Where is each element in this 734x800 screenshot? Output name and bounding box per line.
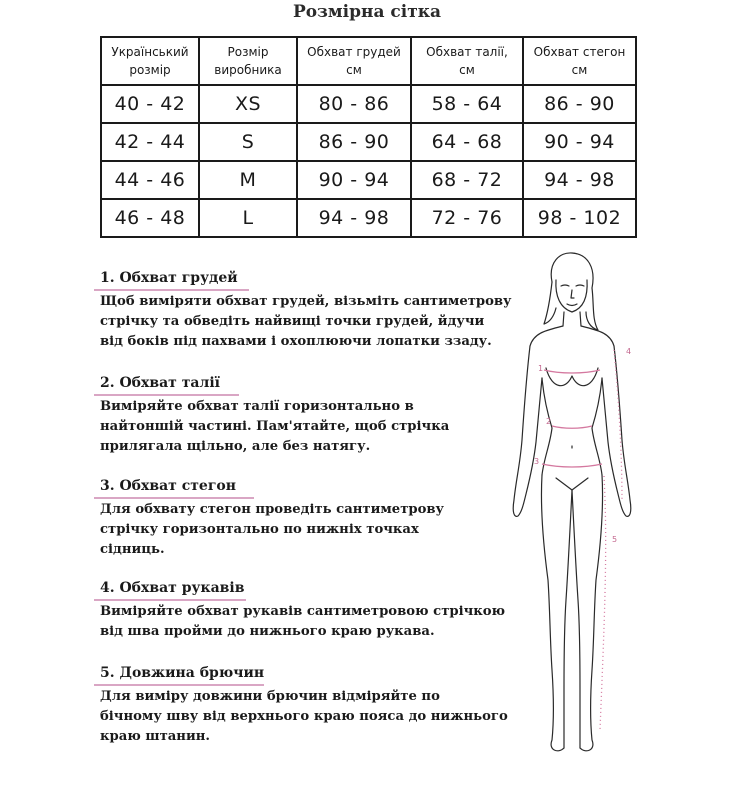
- table-cell: S: [199, 123, 297, 161]
- eye-right: [576, 285, 584, 286]
- text-line: Виміряйте обхват талії горизонтально в: [100, 399, 414, 414]
- section-text: [100, 292, 530, 352]
- heading-underline: [94, 684, 264, 686]
- leg-right-inner: [572, 490, 580, 748]
- table-cell: 46 - 48: [101, 199, 199, 237]
- torso-right: [592, 378, 602, 475]
- marker-5: 5: [612, 535, 618, 544]
- heading-underline: [94, 394, 239, 396]
- text-line: прилягала щільно, але без натягу.: [100, 439, 371, 454]
- table-cell: 42 - 44: [101, 123, 199, 161]
- waist-measure-line: [552, 426, 592, 428]
- chest-measure-line: [544, 370, 600, 373]
- text-line: краю штанин.: [100, 729, 210, 744]
- hips-measure-line: [542, 464, 602, 467]
- table-cell: 80 - 86: [297, 85, 411, 123]
- table-cell: 64 - 68: [411, 123, 523, 161]
- section-chest: [100, 267, 530, 352]
- table-cell: 40 - 42: [101, 85, 199, 123]
- header-line: см: [571, 63, 588, 77]
- section-waist: [100, 372, 530, 457]
- table-cell: 58 - 64: [411, 85, 523, 123]
- section-trouser-length: [100, 662, 530, 747]
- text-line: від боків під пахвами і охоплюючи лопатки ззаду.: [100, 334, 492, 349]
- crotch: [556, 478, 588, 490]
- section-text: [100, 397, 530, 457]
- mouth: [567, 304, 577, 306]
- text-line: найтоншій частині. Пам'ятайте, щоб стрічка: [100, 419, 450, 434]
- table-cell: L: [199, 199, 297, 237]
- section-text: [100, 500, 530, 560]
- section-heading: 1. Обхват грудей: [100, 270, 238, 286]
- heading-underline: [94, 497, 254, 499]
- eye-left: [561, 285, 569, 286]
- marker-1: 1: [538, 364, 544, 373]
- header-line: см: [346, 63, 362, 77]
- body-measurement-figure: [500, 250, 640, 760]
- header-manufacturer-size: [199, 37, 297, 85]
- shoulder-left: [530, 326, 563, 346]
- marker-4: 4: [626, 347, 632, 356]
- neck: [563, 312, 581, 326]
- heading-underline: [94, 599, 246, 601]
- section-text: [100, 687, 530, 747]
- text-line: Для обхвату стегон проведіть сантиметрову: [100, 502, 444, 517]
- leg-right-outer: [580, 475, 603, 751]
- hair-outline: [551, 253, 598, 330]
- table-cell: 98 - 102: [523, 199, 636, 237]
- section-heading: 2. Обхват талії: [100, 375, 220, 391]
- header-chest: [297, 37, 411, 85]
- text-line: бічному шву від верхнього краю пояса до нижнього: [100, 709, 508, 724]
- text-line: стрічку горизонтально по нижніх точках: [100, 522, 419, 537]
- table-row: [101, 161, 636, 199]
- leg-left-outer: [541, 475, 564, 751]
- torso-left: [542, 378, 552, 475]
- text-line: сідниць.: [100, 542, 165, 557]
- section-sleeves: [100, 577, 530, 642]
- heading-underline: [94, 289, 249, 291]
- table-cell: 86 - 90: [523, 85, 636, 123]
- table-cell: 90 - 94: [297, 161, 411, 199]
- arm-right: [602, 346, 631, 516]
- table-cell: 94 - 98: [297, 199, 411, 237]
- header-line: Український: [111, 45, 189, 59]
- table-cell: XS: [199, 85, 297, 123]
- section-hips: [100, 475, 530, 560]
- table-header-row: [101, 37, 636, 85]
- header-line: Обхват талії,: [426, 45, 508, 59]
- header-line: Розмір: [227, 45, 269, 59]
- section-text: [100, 602, 530, 642]
- header-hips: [523, 37, 636, 85]
- header-line: розмір: [129, 63, 171, 77]
- text-line: Виміряйте обхват рукавів сантиметровою стрічкою: [100, 604, 506, 619]
- nose: [571, 290, 574, 298]
- table-cell: 72 - 76: [411, 199, 523, 237]
- section-heading: 4. Обхват рукавів: [100, 580, 245, 596]
- table-cell: 94 - 98: [523, 161, 636, 199]
- section-heading: 3. Обхват стегон: [100, 478, 236, 494]
- leg-left-inner: [564, 490, 572, 748]
- table-row: [101, 199, 636, 237]
- table-cell: 44 - 46: [101, 161, 199, 199]
- table-cell: 90 - 94: [523, 123, 636, 161]
- header-line: см: [459, 63, 475, 77]
- page-title: Розмірна сітка: [292, 2, 442, 22]
- table-cell: M: [199, 161, 297, 199]
- text-line: від шва пройми до нижнього краю рукава.: [100, 624, 435, 639]
- text-line: Щоб виміряти обхват грудей, візьміть сантиметрову: [100, 294, 512, 309]
- table-cell: 86 - 90: [297, 123, 411, 161]
- text-line: стрічку та обведіть найвищі точки грудей, йдучи: [100, 314, 485, 329]
- header-line: виробника: [214, 63, 282, 77]
- header-ukrainian-size: [101, 37, 199, 85]
- table-row: [101, 123, 636, 161]
- bust: [546, 368, 598, 386]
- header-waist: [411, 37, 523, 85]
- table-row: [101, 85, 636, 123]
- section-heading: 5. Довжина брючин: [100, 665, 265, 681]
- hair-left: [544, 282, 556, 324]
- trouser-measure-line: [600, 476, 606, 730]
- table-cell: 68 - 72: [411, 161, 523, 199]
- header-line: Обхват стегон: [533, 45, 626, 59]
- size-chart-table: [100, 36, 637, 238]
- marker-3: 3: [534, 457, 540, 466]
- text-line: Для виміру довжини брючин відміряйте по: [100, 689, 440, 704]
- header-line: Обхват грудей: [307, 45, 401, 59]
- marker-2: 2: [546, 417, 552, 426]
